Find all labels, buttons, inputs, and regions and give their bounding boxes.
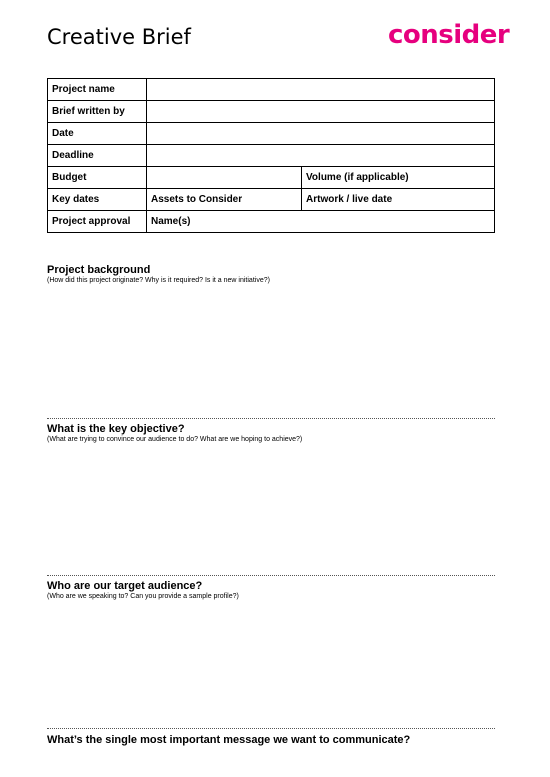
assets-label: Assets to Consider xyxy=(147,189,302,211)
table-row xyxy=(48,101,495,123)
table-row xyxy=(48,123,495,145)
section-hint: (How did this project originate? Why is it required? Is it a new initiative?) xyxy=(47,277,270,284)
table-row xyxy=(48,79,495,101)
budget-field[interactable] xyxy=(147,167,302,189)
artwork-label: Artwork / live date xyxy=(302,189,495,211)
deadline-field[interactable] xyxy=(147,145,495,167)
section-title: What is the key objective? xyxy=(47,423,185,435)
section-project-background xyxy=(47,264,495,284)
document-title: Creative Brief xyxy=(47,25,191,49)
section-divider xyxy=(47,728,495,729)
section-key-objective xyxy=(47,423,495,443)
brief-written-by-label: Brief written by xyxy=(48,101,147,123)
section-title: Project background xyxy=(47,264,151,276)
volume-label: Volume (if applicable) xyxy=(302,167,495,189)
section-divider xyxy=(47,575,495,576)
brief-written-by-field[interactable] xyxy=(147,101,495,123)
table-row xyxy=(48,189,495,211)
section-hint: (What are trying to convince our audience to do? What are we hoping to achieve?) xyxy=(47,436,303,443)
section-divider xyxy=(47,418,495,419)
names-label: Name(s) xyxy=(147,211,495,233)
brief-details-table xyxy=(47,78,495,233)
project-approval-label: Project approval xyxy=(48,211,147,233)
project-name-label: Project name xyxy=(48,79,147,101)
deadline-label: Deadline xyxy=(48,145,147,167)
table-row xyxy=(48,167,495,189)
budget-label: Budget xyxy=(48,167,147,189)
consider-logo: consider xyxy=(388,20,510,50)
key-dates-label: Key dates xyxy=(48,189,147,211)
date-field[interactable] xyxy=(147,123,495,145)
section-title: What’s the single most important message we want to communicate? xyxy=(47,734,411,746)
section-hint: (Who are we speaking to? Can you provide a sample profile?) xyxy=(47,593,239,600)
table-row xyxy=(48,211,495,233)
date-label: Date xyxy=(48,123,147,145)
table-row xyxy=(48,145,495,167)
section-key-message xyxy=(47,734,495,746)
project-name-field[interactable] xyxy=(147,79,495,101)
section-target-audience xyxy=(47,580,495,600)
section-title: Who are our target audience? xyxy=(47,580,203,592)
